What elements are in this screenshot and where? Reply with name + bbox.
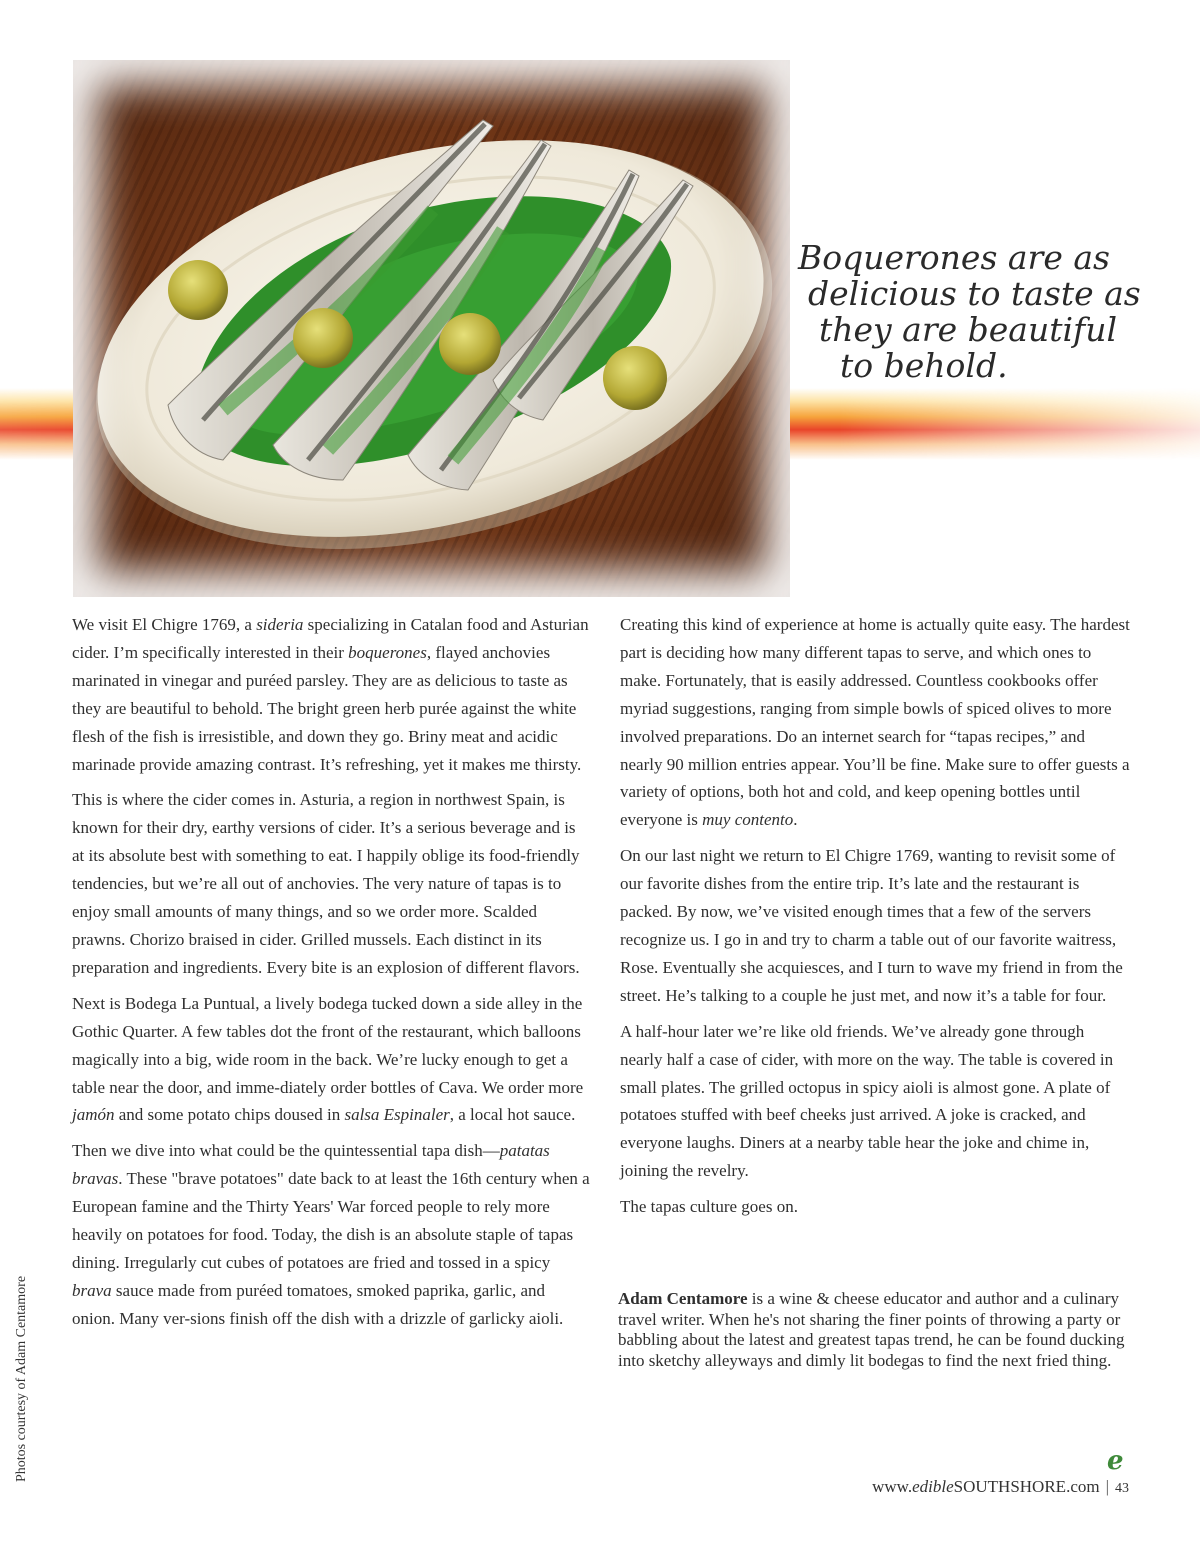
pull-quote-line: they are beautiful bbox=[819, 310, 1118, 349]
italic-term: muy contento bbox=[702, 810, 794, 830]
italic-term: sideria bbox=[256, 615, 304, 634]
article-paragraph: The tapas culture goes on. bbox=[620, 1197, 798, 1217]
italic-term: jamón bbox=[72, 1105, 115, 1125]
pull-quote bbox=[795, 240, 1155, 384]
article-column-right bbox=[620, 611, 1130, 1229]
article-paragraph: Creating this kind of experience at home is actually quite easy. The hardest part is deciding how many different tapas to serve, and which ones to make. Fortunately, that is easily addressed. Countless cookbooks offer myriad suggestions, ranging from simple bowls of spiced olives to more involved preparations. Do an internet search for “tapas recipes,” and nearly 90 million entries appear. You’ll be fine. Make sure to offer guests a variety of options, both hot and cold, and keep opening bottles until everyone is muy contento. bbox=[620, 615, 1130, 830]
photo-credit bbox=[13, 1218, 31, 1540]
pull-quote-line: to behold. bbox=[840, 346, 1008, 385]
footer-separator: | bbox=[1105, 1477, 1109, 1496]
end-mark-icon: e bbox=[1107, 1446, 1124, 1476]
page-number: 43 bbox=[1115, 1481, 1129, 1496]
photo-credit-text: Photos courtesy of Adam Centamore bbox=[14, 1275, 29, 1483]
article-paragraph: Then we dive into what could be the quintessential tapa dish—patatas bravas. These "brave potatoes" date back to at least the 16th century when a European famine and the Thirty Years' War forced people to rely more heavily on potatoes for food. Today, the dish is an absolute staple of tapas dining. Irregularly cut cubes of potatoes are fried and tossed in a spicy brava sauce made from puréed tomatoes, smoked paprika, garlic, and onion. Many ver-sions finish off the dish with a drizzle of garlicky aioli. bbox=[72, 1141, 590, 1328]
italic-term: boquerones bbox=[348, 642, 427, 662]
article-paragraph: We visit El Chigre 1769, a sideria specializing in Catalan food and Asturian cider. I’m specifically interested in their boquerones, flayed anchovies marinated in vinegar and puréed parsley. They are as delicious to taste as they are beautiful to behold. The bright green herb purée against the white flesh of the fish is irresistible, and down they go. Briny meat and acidic marinade provide amazing contrast. It’s refreshing, yet it makes me thirsty. bbox=[72, 615, 589, 774]
footer-url-suffix: .com bbox=[1066, 1477, 1100, 1496]
article-paragraph: A half-hour later we’re like old friends. We’ve already gone through nearly half a case of cider, with more on the way. The table is covered in small plates. The grilled octopus in spicy aioli is almost gone. A plate of potatoes stuffed with beef cheeks just arrived. A joke is cracked, and everyone laughs. Diners at a nearby table hear the joke and chime in, joining the revelry. bbox=[620, 1021, 1114, 1181]
article-paragraph: This is where the cider comes in. Asturia, a region in northwest Spain, is known for their dry, earthy versions of cider. It’s a serious beverage and is at its absolute best with something to eat. I happily oblige its food-friendly tendencies, but we’re all out of anchovies. The very nature of tapas is to enjoy small amounts of many things, and so we order more. Scalded prawns. Chorizo braised in cider. Grilled mussels. Each distinct in its preparation and ingredients. Every bite is an explosion of different flavors. bbox=[72, 790, 580, 977]
footer-url-brand-shore: SHORE bbox=[1010, 1477, 1067, 1496]
footer-url-edible: edible bbox=[912, 1477, 954, 1496]
boquerones-photo bbox=[73, 60, 790, 597]
page-footer bbox=[872, 1477, 1129, 1497]
pull-quote-line: delicious to taste as bbox=[808, 274, 1141, 313]
footer-url-brand-south: SOUTH bbox=[953, 1477, 1011, 1496]
author-name: Adam Centamore bbox=[618, 1289, 748, 1308]
article-paragraph: On our last night we return to El Chigre 1769, wanting to revisit some of our favorite dishes from the entire trip. It’s late and the restaurant is packed. By now, we’ve visited enough times that a few of the servers recognize us. I go in and try to charm a table out of our favorite waitress, Rose. Eventually she acquiesces, and I turn to wave my friend in from the street. He’s talking to a couple he just met, and now it’s a table for four. bbox=[620, 846, 1123, 1005]
italic-term: salsa Espinaler bbox=[344, 1105, 450, 1125]
article-column-left bbox=[72, 611, 592, 1341]
footer-url-prefix: www. bbox=[872, 1477, 913, 1496]
boquerones-illustration bbox=[73, 60, 790, 597]
author-bio-text: is a wine & cheese educator and author and a culinary travel writer. When he's not sharing the finer points of throwing a party or babbling about the latest and greatest tapas trend, he can be found ducking into sketchy alleyways and dimly lit bodegas to find the next fried thing. bbox=[618, 1289, 1125, 1370]
author-bio bbox=[618, 1289, 1128, 1371]
italic-term: patatas bravas bbox=[72, 1141, 550, 1189]
pull-quote-line: Boquerones are as bbox=[798, 238, 1110, 277]
italic-term: brava bbox=[72, 1280, 112, 1300]
article-paragraph: Next is Bodega La Puntual, a lively bodega tucked down a side alley in the Gothic Quarter. A few tables dot the front of the restaurant, which balloons magically into a big, wide room in the back. We’re lucky enough to get a table near the door, and imme-diately order bottles of Cava. We order more jamón and some potato chips doused in salsa Espinaler, a local hot sauce. bbox=[72, 993, 584, 1125]
